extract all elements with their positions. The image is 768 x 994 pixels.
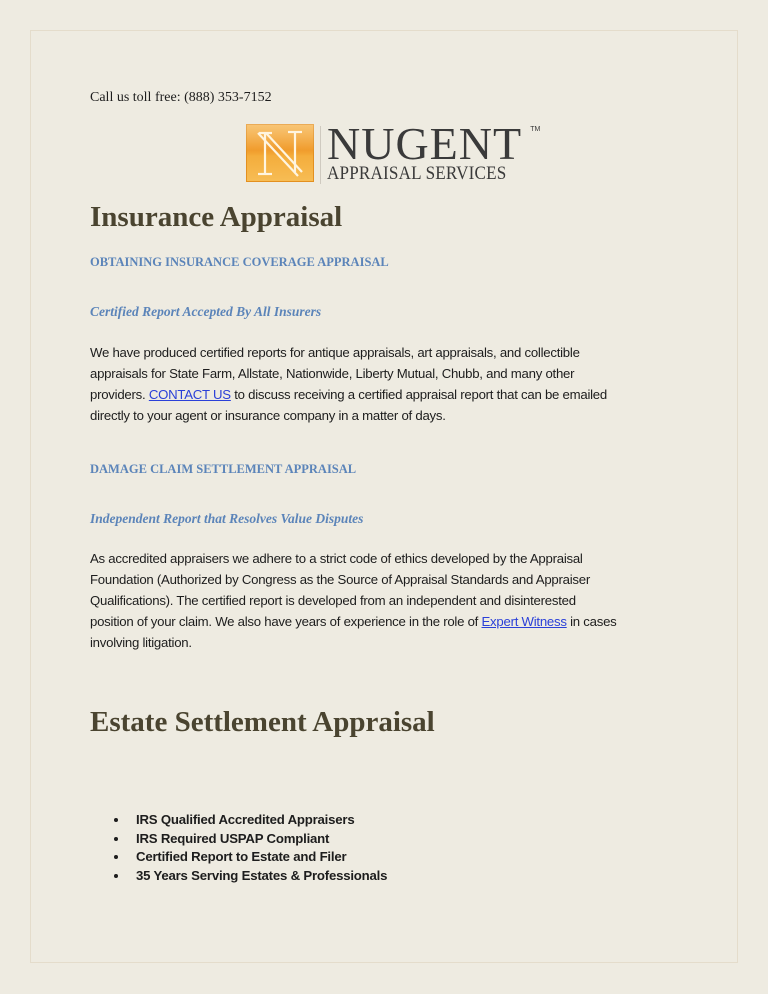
paragraph-line: involving litigation. xyxy=(90,635,192,650)
logo-trademark: TM xyxy=(530,126,541,133)
heading-damage-claim-settlement: DAMAGE CLAIM SETTLEMENT APPRAISAL xyxy=(90,462,357,476)
logo-divider xyxy=(320,126,321,184)
heading-independent-report: Independent Report that Resolves Value Disputes xyxy=(90,511,364,526)
logo-wordmark xyxy=(327,118,541,184)
paragraph-line xyxy=(90,611,670,632)
heading-certified-report-accepted: Certified Report Accepted By All Insurers xyxy=(90,304,322,319)
list-item-text: IRS Required USPAP Compliant xyxy=(136,830,330,846)
text-after-link: in cases xyxy=(566,614,617,629)
list-item xyxy=(90,811,387,830)
damage-claim-paragraph xyxy=(90,548,670,653)
paragraph-line: As accredited appraisers we adhere to a strict code of ethics developed by the Appraisal xyxy=(90,551,583,566)
bullet-icon xyxy=(114,855,118,859)
paragraph-line: appraisals for State Farm, Allstate, Nationwide, Liberty Mutual, Chubb, and many other xyxy=(90,366,575,381)
bullet-icon xyxy=(114,874,118,878)
text-after-link: to discuss receiving a certified appraisal report that can be emailed xyxy=(230,387,607,402)
paragraph-line: Foundation (Authorized by Congress as the Source of Appraisal Standards and Appraiser xyxy=(90,572,590,587)
text-before-link: position of your claim. We also have years of experience in the role of xyxy=(90,614,482,629)
bullet-icon xyxy=(114,818,118,822)
paragraph-line: We have produced certified reports for antique appraisals, art appraisals, and collectible xyxy=(90,345,580,360)
text-before-link: providers. xyxy=(90,387,149,402)
paragraph-line: Qualifications). The certified report is developed from an independent and disinterested xyxy=(90,593,576,608)
list-item xyxy=(90,867,387,886)
list-item xyxy=(90,848,387,867)
nugent-logo xyxy=(246,118,541,184)
insurance-coverage-paragraph xyxy=(90,342,670,426)
logo-subtitle: APPRAISAL SERVICES xyxy=(327,163,507,184)
bullet-icon xyxy=(114,837,118,841)
paragraph-line xyxy=(90,384,670,405)
section-title-insurance-appraisal: Insurance Appraisal xyxy=(90,201,343,233)
list-item-text: IRS Qualified Accredited Appraisers xyxy=(136,812,355,827)
toll-free-phone: Call us toll free: (888) 353-7152 xyxy=(90,90,272,105)
heading-obtaining-insurance-coverage: OBTAINING INSURANCE COVERAGE APPRAISAL xyxy=(90,255,389,269)
list-item xyxy=(90,830,387,849)
list-item-text: Certified Report to Estate and Filer xyxy=(136,849,347,864)
logo-n-mark-icon xyxy=(246,124,314,182)
section-title-estate-settlement-appraisal: Estate Settlement Appraisal xyxy=(90,706,435,738)
estate-features-list xyxy=(90,811,387,885)
list-item-text: 35 Years Serving Estates & Professionals xyxy=(136,867,388,883)
expert-witness-link[interactable]: Expert Witness xyxy=(481,614,567,629)
logo-name: NUGENT xyxy=(327,118,523,169)
paragraph-line: directly to your agent or insurance company in a matter of days. xyxy=(90,408,446,423)
contact-us-link[interactable]: CONTACT US xyxy=(148,387,231,402)
